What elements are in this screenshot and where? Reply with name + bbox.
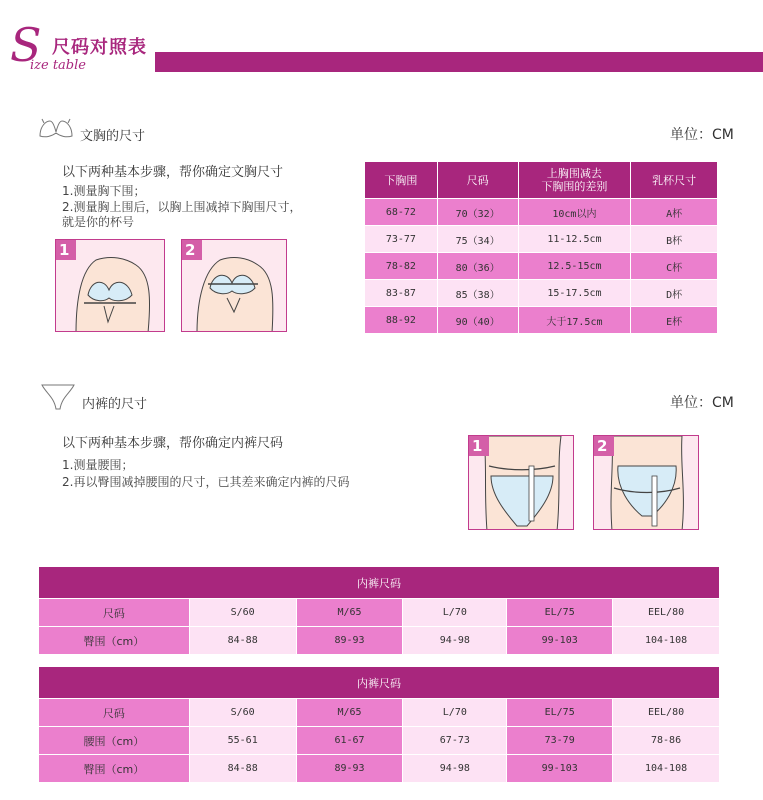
illus-number: 2 xyxy=(185,241,196,259)
table-cell: 99-103 xyxy=(507,755,613,783)
table-cell: 67-73 xyxy=(403,727,507,755)
table-cell: L/70 xyxy=(403,699,507,727)
table-cell: 大于17.5cm xyxy=(518,307,631,334)
table-cell: 70（32） xyxy=(437,199,518,226)
col-header-line: 下胸围的差别 xyxy=(541,180,608,193)
table-cell: 68-72 xyxy=(365,199,438,226)
panty-illustration-1 xyxy=(468,435,574,530)
table-row xyxy=(365,307,718,334)
table-cell: E杯 xyxy=(631,307,718,334)
panty-unit: 单位：CM xyxy=(670,395,734,411)
table-cell: A杯 xyxy=(631,199,718,226)
bra-illustration-2 xyxy=(181,239,287,332)
table-cell: 89-93 xyxy=(296,755,403,783)
table-cell: S/60 xyxy=(189,699,296,727)
table-cell: 83-87 xyxy=(365,280,438,307)
bra-unit: 单位：CM xyxy=(670,127,734,143)
bra-step-2: 2.测量胸上围后，以胸上围减掉下胸围尺寸， xyxy=(62,200,302,214)
table-cell: 11-12.5cm xyxy=(518,226,631,253)
table-cell: L/70 xyxy=(403,599,507,627)
illus-number: 1 xyxy=(59,241,70,259)
table-cell: 84-88 xyxy=(189,755,296,783)
table-cell: 85（38） xyxy=(437,280,518,307)
table-cell: 78-86 xyxy=(613,727,720,755)
table-row xyxy=(365,226,718,253)
row-label: 臀围（cm） xyxy=(39,755,190,783)
bra-step-2b: 就是你的杯号 xyxy=(62,215,135,229)
table-cell: 75（34） xyxy=(437,226,518,253)
bra-step-1: 1.测量胸下围； xyxy=(62,184,146,198)
table-cell: 89-93 xyxy=(296,627,403,655)
col-header-line: 上胸围减去 xyxy=(546,167,602,180)
panty-step-2: 2.再以臀围减掉腰围的尺寸，已其差来确定内裤的尺码 xyxy=(62,475,350,489)
panty-illustration-2 xyxy=(593,435,699,530)
row-label: 臀围（cm） xyxy=(39,627,190,655)
panty-intro: 以下两种基本步骤，帮你确定内裤尺码 xyxy=(62,436,284,451)
table-cell: 84-88 xyxy=(189,627,296,655)
table-cell: 73-79 xyxy=(507,727,613,755)
table-cell: 12.5-15cm xyxy=(518,253,631,280)
page-title: 尺码对照表 xyxy=(52,37,147,58)
row-label: 腰围（cm） xyxy=(39,727,190,755)
table-cell: EL/75 xyxy=(507,599,613,627)
panty-size-table-1 xyxy=(38,566,720,655)
table-cell: 88-92 xyxy=(365,307,438,334)
table-caption-row xyxy=(39,667,720,699)
illus-number: 2 xyxy=(597,437,608,455)
page-subtitle: ize table xyxy=(30,58,86,73)
row-label: 尺码 xyxy=(39,699,190,727)
table-cell: 73-77 xyxy=(365,226,438,253)
bra-intro: 以下两种基本步骤，帮你确定文胸尺寸 xyxy=(62,165,284,180)
col-header xyxy=(518,162,631,199)
bra-icon xyxy=(38,118,74,140)
table-cell: EL/75 xyxy=(507,699,613,727)
table-row xyxy=(39,599,720,627)
table-cell: 80（36） xyxy=(437,253,518,280)
table-cell: 104-108 xyxy=(613,755,720,783)
table-cell: 90（40） xyxy=(437,307,518,334)
table-cell: 55-61 xyxy=(189,727,296,755)
bra-illustration-1 xyxy=(55,239,165,332)
table-cell: 61-67 xyxy=(296,727,403,755)
table-cell: S/60 xyxy=(189,599,296,627)
col-header: 尺码 xyxy=(437,162,518,199)
table-cell: 99-103 xyxy=(507,627,613,655)
table-cell: B杯 xyxy=(631,226,718,253)
illus-number: 1 xyxy=(472,437,483,455)
table-cell: 104-108 xyxy=(613,627,720,655)
table-cell: 94-98 xyxy=(403,627,507,655)
table-row xyxy=(365,280,718,307)
header-letter: S xyxy=(10,18,42,72)
col-header: 下胸围 xyxy=(365,162,438,199)
table-cell: 94-98 xyxy=(403,755,507,783)
table-header-row xyxy=(365,162,718,199)
bra-section-title: 文胸的尺寸 xyxy=(80,129,146,144)
panty-size-table-2 xyxy=(38,666,720,783)
table-cell: 78-82 xyxy=(365,253,438,280)
table-row xyxy=(39,699,720,727)
table-cell: C杯 xyxy=(631,253,718,280)
table-caption: 内裤尺码 xyxy=(39,667,720,699)
table-cell: EEL/80 xyxy=(613,599,720,627)
table-cell: EEL/80 xyxy=(613,699,720,727)
table-caption: 内裤尺码 xyxy=(39,567,720,599)
table-cell: D杯 xyxy=(631,280,718,307)
page-header xyxy=(0,0,763,90)
panty-icon xyxy=(40,381,76,411)
col-header: 乳杯尺寸 xyxy=(631,162,718,199)
table-row xyxy=(39,727,720,755)
row-label: 尺码 xyxy=(39,599,190,627)
bra-size-table xyxy=(364,161,718,334)
table-cell: M/65 xyxy=(296,599,403,627)
table-row xyxy=(365,199,718,226)
table-row xyxy=(39,627,720,655)
panty-step-1: 1.测量腰围； xyxy=(62,458,134,472)
header-bar xyxy=(155,52,763,72)
table-cell: 10cm以内 xyxy=(518,199,631,226)
panty-section-title: 内裤的尺寸 xyxy=(82,397,148,412)
table-row xyxy=(365,253,718,280)
table-cell: M/65 xyxy=(296,699,403,727)
table-row xyxy=(39,755,720,783)
table-cell: 15-17.5cm xyxy=(518,280,631,307)
table-caption-row xyxy=(39,567,720,599)
